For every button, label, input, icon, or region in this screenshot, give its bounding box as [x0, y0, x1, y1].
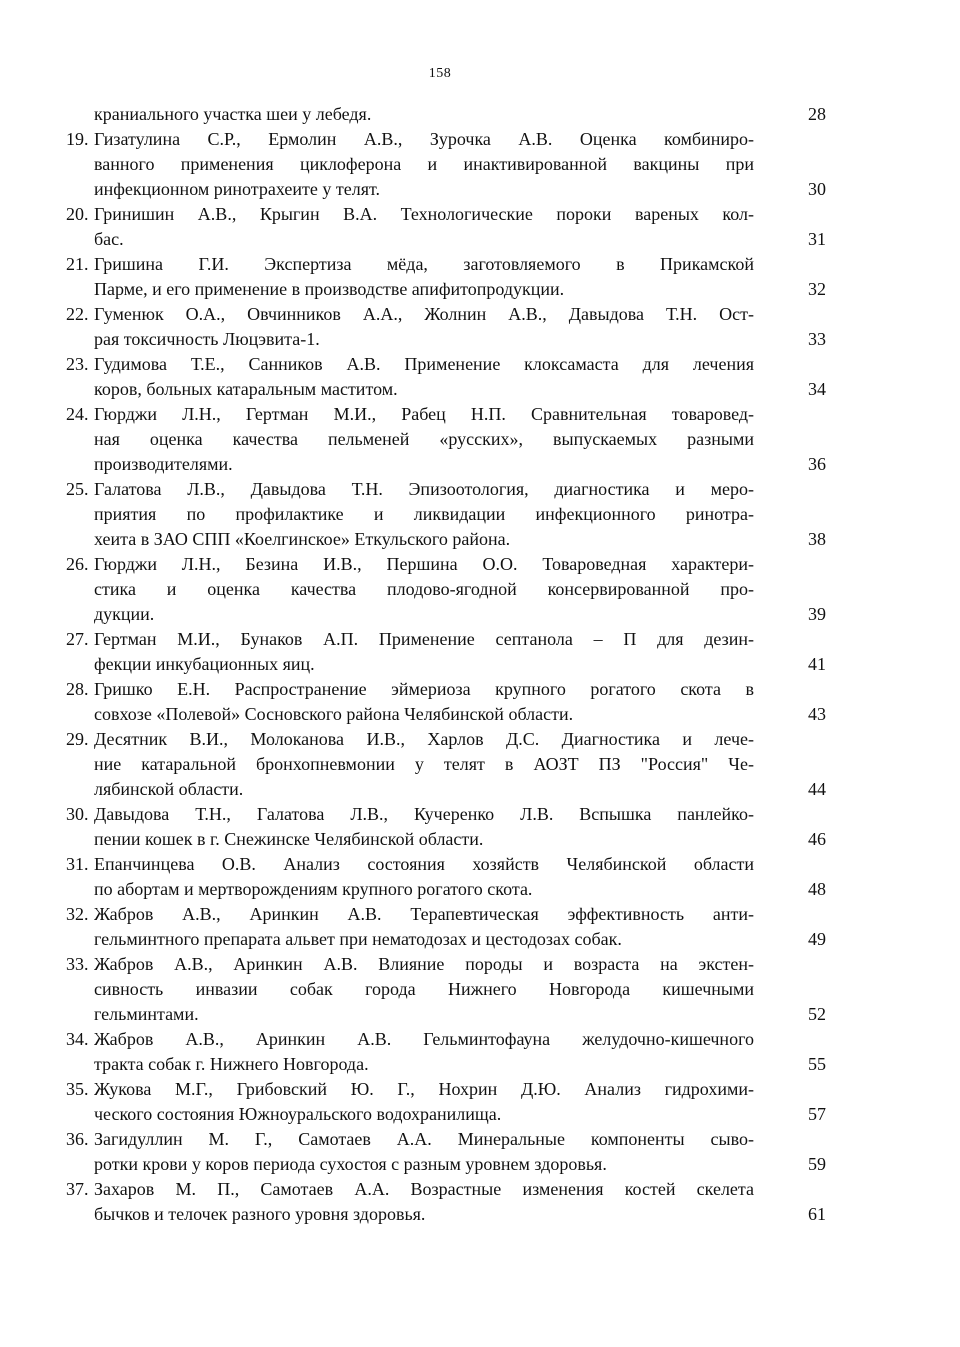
entry-text-line: совхозе «Полевой» Сосновского района Челябинской области. [94, 704, 574, 724]
entry-text-line: Гуменюк О.А., Овчинников А.А., Жолнин А.В., Давыдова Т.Н. Ост- [94, 304, 754, 324]
entry-number: 19. [66, 129, 89, 149]
entry-page-number: 61 [808, 1204, 826, 1224]
toc-entry [66, 1127, 826, 1177]
entry-text-line: Захаров М. П., Самотаев А.А. Возрастные изменения костей скелета [94, 1179, 754, 1199]
entry-number: 22. [66, 304, 89, 324]
entry-text-line: фекции инкубационных яиц. [94, 654, 315, 674]
entry-text-line: Десятник В.И., Молоканова И.В., Харлов Д.С. Диагностика и лече- [94, 729, 754, 749]
entry-number: 23. [66, 354, 89, 374]
entry-text-line: ческого состояния Южноуральского водохранилища. [94, 1104, 502, 1124]
entry-text-line: Давыдова Т.Н., Галатова Л.В., Кучеренко Л.В. Вспышка панлейко- [94, 804, 754, 824]
toc-entry [66, 552, 826, 627]
entry-page-number: 36 [808, 454, 826, 474]
entry-text-line: Галатова Л.В., Давыдова Т.Н. Эпизоотология, диагностика и меро- [94, 479, 754, 499]
page-number: 158 [428, 66, 452, 81]
entry-number: 20. [66, 204, 89, 224]
entry-text-line: ная оценка качества пельменей «русских», выпускаемых разными [94, 429, 754, 449]
entry-number: 21. [66, 254, 89, 274]
entry-text-line: Гудимова Т.Е., Санников А.В. Применение клоксамаста для лечения [94, 354, 754, 374]
entry-page-number: 33 [808, 329, 826, 349]
entry-text-line: инфекционном ринотрахеите у телят. [94, 179, 381, 199]
toc-entry [66, 902, 826, 952]
entry-text-line: Жукова М.Г., Грибовский Ю. Г., Нохрин Д.Ю. Анализ гидрохими- [94, 1079, 754, 1099]
entry-page-number: 59 [808, 1154, 826, 1174]
entry-text-line: приятия по профилактике и ликвидации инфекционного ринотра- [94, 504, 754, 524]
entry-text-line: Парме, и его применение в производстве апифитопродукции. [94, 279, 565, 299]
entry-number: 32. [66, 904, 89, 924]
entry-number: 30. [66, 804, 89, 824]
entry-number: 25. [66, 479, 89, 499]
entry-text-line: рая токсичность Люцэвита-1. [94, 329, 320, 349]
entry-text-line: Жабров А.В., Аринкин А.В. Влияние породы и возраста на экстен- [94, 954, 754, 974]
entry-page-number: 41 [808, 654, 826, 674]
entry-page-number: 39 [808, 604, 826, 624]
entry-page-number: 46 [808, 829, 826, 849]
entry-text-line: краниального участка шеи у лебедя. [94, 104, 372, 124]
entry-number: 35. [66, 1079, 89, 1099]
entry-text-line: Гюрджи Л.Н., Безина И.В., Першина О.О. Товароведная характери- [94, 554, 754, 574]
entry-text-line: ванного применения циклоферона и инактивированной вакцины при [94, 154, 754, 174]
entry-text-line: по абортам и мертворождениям крупного рогатого скота. [94, 879, 533, 899]
entry-number: 28. [66, 679, 89, 699]
entry-text-line: стика и оценка качества плодово-ягодной консервированной про- [94, 579, 754, 599]
entry-number: 37. [66, 1179, 89, 1199]
entry-page-number: 32 [808, 279, 826, 299]
entry-number: 26. [66, 554, 89, 574]
entry-text-line: Епанчинцева О.В. Анализ состояния хозяйств Челябинской области [94, 854, 754, 874]
entry-page-number: 44 [808, 779, 826, 799]
entry-number: 27. [66, 629, 89, 649]
entry-number: 29. [66, 729, 89, 749]
entry-text-line: Жабров А.В., Аринкин А.В. Гельминтофауна желудочно-кишечного [94, 1029, 754, 1049]
table-of-contents [66, 102, 826, 1227]
toc-entry [66, 952, 826, 1027]
entry-text-line: бычков и телочек разного уровня здоровья. [94, 1204, 426, 1224]
entry-page-number: 43 [808, 704, 826, 724]
entry-text-line: Гизатулина С.Р., Ермолин А.В., Зурочка А.В. Оценка комбиниро- [94, 129, 754, 149]
toc-entry [66, 127, 826, 202]
entry-text-line: производителями. [94, 454, 233, 474]
entry-text-line: пении кошек в г. Снежинске Челябинской области. [94, 829, 484, 849]
toc-entry [66, 252, 826, 302]
entry-page-number: 38 [808, 529, 826, 549]
toc-entry [66, 477, 826, 552]
entry-number: 34. [66, 1029, 89, 1049]
entry-page-number: 52 [808, 1004, 826, 1024]
entry-page-number: 55 [808, 1054, 826, 1074]
entry-page-number: 34 [808, 379, 826, 399]
toc-entry [66, 727, 826, 802]
entry-text-line: ротки крови у коров периода сухостоя с разным уровнем здоровья. [94, 1154, 607, 1174]
entry-number: 24. [66, 404, 89, 424]
toc-entry [66, 1077, 826, 1127]
entry-text-line: тракта собак г. Нижнего Новгорода. [94, 1054, 369, 1074]
toc-entry [66, 102, 826, 127]
entry-text-line: Гринишин А.В., Крыгин В.А. Технологические пороки вареных кол- [94, 204, 754, 224]
toc-entry [66, 852, 826, 902]
entry-text-line: Гришина Г.И. Экспертиза мёда, заготовляемого в Прикамской [94, 254, 754, 274]
entry-page-number: 31 [808, 229, 826, 249]
entry-page-number: 48 [808, 879, 826, 899]
entry-page-number: 28 [808, 104, 826, 124]
entry-text-line: гельминтами. [94, 1004, 199, 1024]
entry-number: 36. [66, 1129, 89, 1149]
toc-entry [66, 802, 826, 852]
toc-entry [66, 627, 826, 677]
entry-page-number: 49 [808, 929, 826, 949]
toc-entry [66, 1027, 826, 1077]
toc-entry [66, 202, 826, 252]
entry-number: 31. [66, 854, 89, 874]
entry-page-number: 57 [808, 1104, 826, 1124]
entry-text-line: гельминтного препарата альвет при нематодозах и цестодозах собак. [94, 929, 622, 949]
entry-text-line: Гюрджи Л.Н., Гертман М.И., Рабец Н.П. Сравнительная товаровед- [94, 404, 754, 424]
toc-entry [66, 402, 826, 477]
entry-text-line: ние катаральной бронхопневмонии у телят в АОЗТ ПЗ "Россия" Че- [94, 754, 754, 774]
entry-page-number: 30 [808, 179, 826, 199]
entry-text-line: хеита в ЗАО СПП «Коелгинское» Еткульского района. [94, 529, 511, 549]
toc-entry [66, 352, 826, 402]
toc-entry [66, 1177, 826, 1227]
entry-text-line: Гришко Е.Н. Распространение эймериоза крупного рогатого скота в [94, 679, 754, 699]
toc-entry [66, 302, 826, 352]
toc-entry [66, 677, 826, 727]
entry-text-line: бас. [94, 229, 124, 249]
entry-text-line: Жабров А.В., Аринкин А.В. Терапевтическая эффективность анти- [94, 904, 754, 924]
entry-text-line: Загидуллин М. Г., Самотаев А.А. Минеральные компоненты сыво- [94, 1129, 754, 1149]
entry-number: 33. [66, 954, 89, 974]
entry-text-line: лябинской области. [94, 779, 244, 799]
entry-text-line: сивность инвазии собак города Нижнего Новгорода кишечными [94, 979, 754, 999]
entry-text-line: дукции. [94, 604, 155, 624]
entry-text-line: коров, больных катаральным маститом. [94, 379, 398, 399]
entry-text-line: Гертман М.И., Бунаков А.П. Применение септанола – П для дезин- [94, 629, 754, 649]
